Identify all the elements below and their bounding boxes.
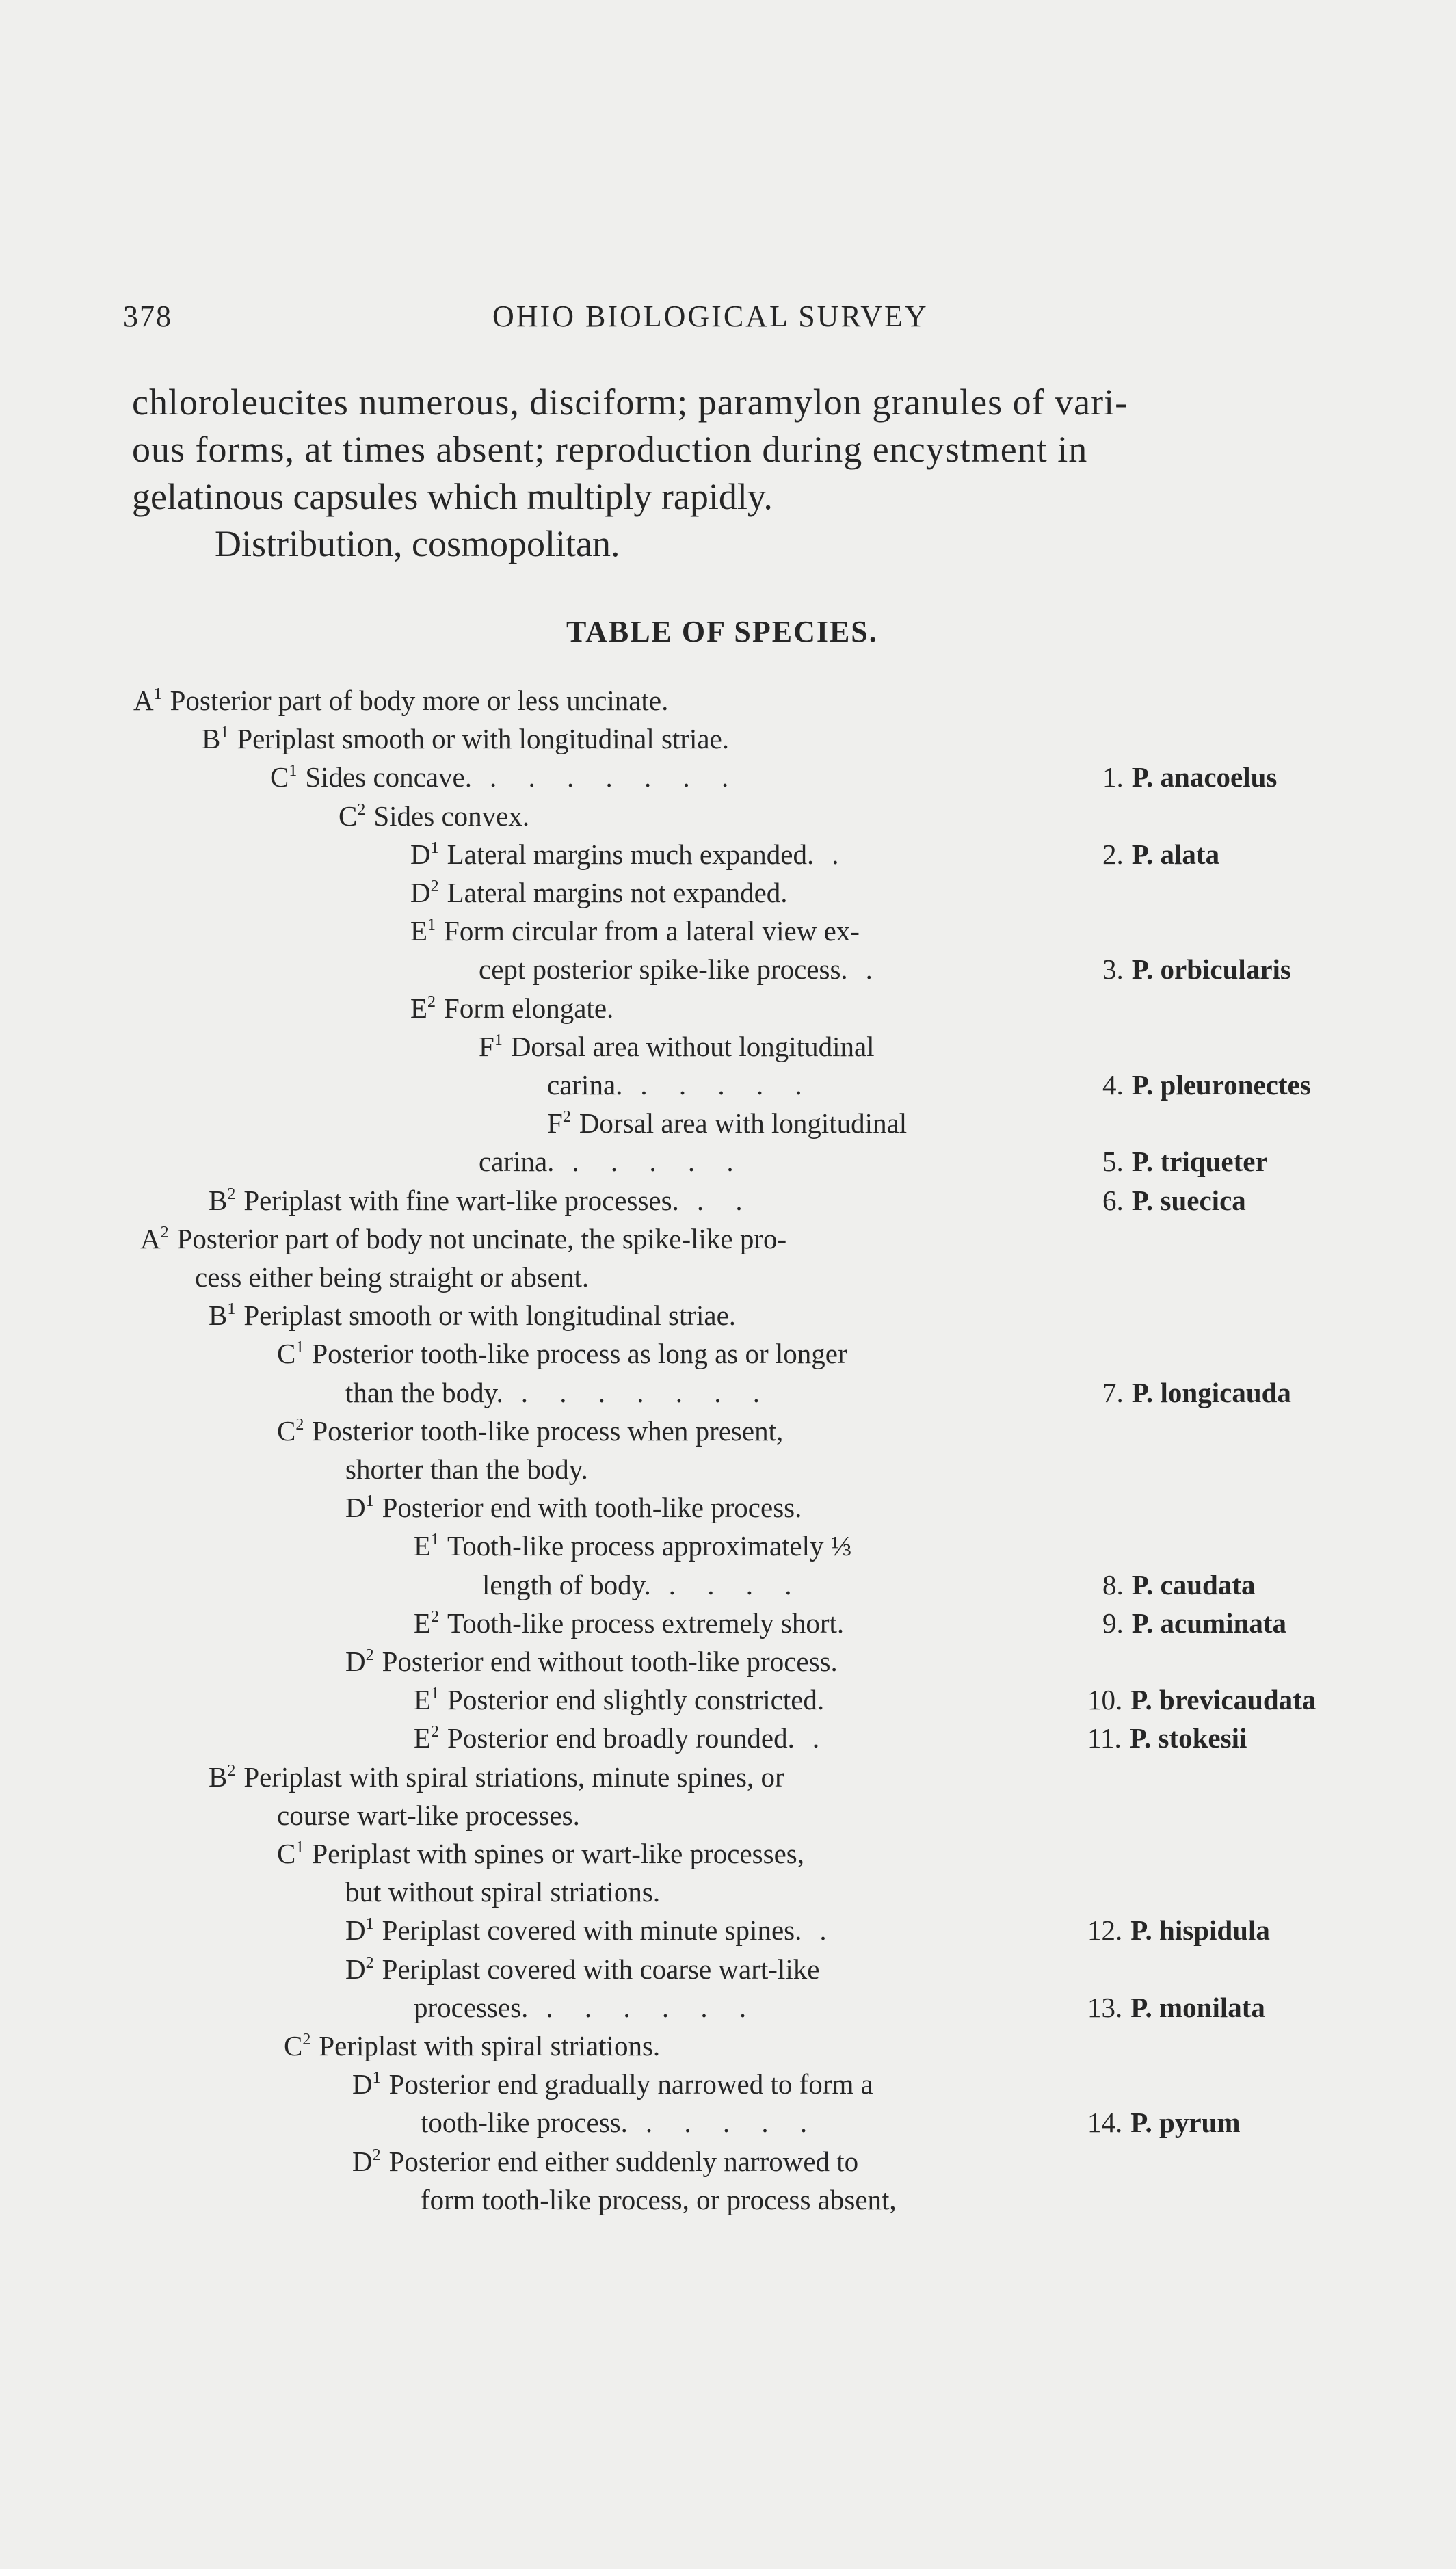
key-text: Form circular from a lateral view ex- <box>444 915 860 947</box>
key-text: Form elongate. <box>444 992 614 1024</box>
key-code-letter: D <box>345 1953 366 1985</box>
key-code-letter: D <box>410 877 431 908</box>
key-code <box>133 684 162 717</box>
key-code <box>345 1914 374 1947</box>
key-text: form tooth-like process, or process absent, <box>421 2184 897 2215</box>
key-code <box>414 1529 439 1562</box>
key-text: shorter than the body. <box>345 1453 588 1485</box>
key-code-index: 1 <box>289 762 297 780</box>
key-row <box>277 1837 804 1875</box>
key-code-letter: E <box>414 1530 432 1562</box>
key-text: cept posterior spike-like process. <box>479 953 848 985</box>
key-text: Posterior part of body not uncinate, the spike-like pro- <box>176 1223 787 1254</box>
key-code-index: 1 <box>372 2069 381 2087</box>
key-text: Tooth-like process extremely short. <box>447 1607 845 1639</box>
key-row <box>209 1184 755 1222</box>
key-row <box>547 1068 815 1107</box>
key-row <box>482 1568 804 1607</box>
key-code-index: 2 <box>431 1608 440 1626</box>
species-entry <box>1102 953 1291 991</box>
key-row <box>140 1222 786 1261</box>
key-row <box>479 1030 875 1068</box>
body-text-line: Distribution, cosmopolitan. <box>215 523 620 564</box>
species-number: 13. <box>1087 1992 1123 2023</box>
key-row <box>421 2106 819 2144</box>
key-code <box>414 1722 439 1754</box>
key-row <box>202 722 729 761</box>
species-number: 14. <box>1087 2107 1123 2138</box>
body-text-line: chloroleucites numerous, disciform; paramylon granules of vari- <box>132 382 1128 423</box>
key-code <box>345 1953 374 1986</box>
key-code-letter: A <box>140 1223 161 1254</box>
key-code <box>352 2145 381 2178</box>
key-code <box>410 914 436 947</box>
key-row <box>195 1261 589 1299</box>
key-code <box>140 1222 169 1255</box>
leader-dots: . <box>819 1914 839 1946</box>
key-text: than the body. <box>345 1377 503 1408</box>
key-text: Sides convex. <box>373 800 530 832</box>
key-text: course wart-like processes. <box>277 1800 580 1831</box>
key-code <box>345 1491 374 1524</box>
key-code-index: 2 <box>372 2146 381 2164</box>
key-row <box>277 1799 580 1837</box>
key-code <box>202 722 228 755</box>
species-entry <box>1102 1068 1311 1107</box>
species-number: 7. <box>1102 1377 1124 1408</box>
species-number: 10. <box>1087 1684 1123 1715</box>
key-code-index: 1 <box>365 1492 374 1510</box>
species-name: P. hispidula <box>1130 1914 1270 1946</box>
key-code-letter: B <box>209 1185 228 1216</box>
key-row <box>345 1645 838 1683</box>
species-entry <box>1102 1184 1246 1222</box>
key-code <box>352 2068 381 2100</box>
running-title: OHIO BIOLOGICAL SURVEY <box>492 300 929 333</box>
leader-dots: . . . . . . <box>546 1992 759 2023</box>
key-row <box>410 876 788 914</box>
key-code-index: 1 <box>227 1300 236 1318</box>
leader-dots: . . . . . <box>640 1069 815 1101</box>
leader-dots: . <box>865 953 885 985</box>
key-row <box>414 1722 832 1760</box>
key-row <box>277 1414 783 1453</box>
key-code <box>410 876 439 909</box>
species-number: 11. <box>1087 1722 1122 1754</box>
key-code-index: 2 <box>430 878 439 895</box>
key-text: Lateral margins much expanded. <box>447 839 815 870</box>
species-name: P. pleuronectes <box>1131 1069 1311 1101</box>
key-code <box>277 1837 304 1870</box>
key-code <box>547 1107 571 1139</box>
running-header <box>123 299 1012 340</box>
species-name: P. anacoelus <box>1131 761 1278 793</box>
key-code-index: 2 <box>431 1723 440 1741</box>
table-title: TABLE OF SPECIES. <box>566 615 878 648</box>
key-text: Posterior end without tooth-like process. <box>382 1646 838 1677</box>
key-row <box>270 761 741 799</box>
key-code-letter: D <box>352 2146 373 2177</box>
body-text-line: ous forms, at times absent; reproduction during encystment in <box>132 429 1088 470</box>
species-entry <box>1102 1376 1291 1414</box>
key-code-letter: B <box>202 723 221 754</box>
key-text: Posterior tooth-like process as long as or longer <box>312 1338 847 1369</box>
key-code-index: 1 <box>431 1531 440 1549</box>
body-text-line: gelatinous capsules which multiply rapidly. <box>132 476 773 517</box>
key-row <box>410 914 860 953</box>
key-code <box>277 1337 304 1370</box>
key-text: processes. <box>414 1992 529 2023</box>
key-code <box>339 800 365 832</box>
key-code-index: 2 <box>357 801 366 819</box>
species-name: P. triqueter <box>1131 1146 1268 1177</box>
species-number: 5. <box>1102 1146 1124 1177</box>
key-row <box>209 1761 784 1799</box>
species-number: 9. <box>1102 1607 1124 1639</box>
key-row <box>345 1453 588 1491</box>
species-entry <box>1087 1914 1270 1952</box>
key-row <box>352 2145 858 2183</box>
leader-dots: . . . . . . . <box>490 761 741 793</box>
leader-dots: . . . . . <box>645 2107 820 2138</box>
key-code-index: 1 <box>220 724 229 741</box>
key-text: Periplast smooth or with longitudinal striae. <box>243 1300 737 1331</box>
key-code-letter: D <box>345 1646 366 1677</box>
key-code-index: 2 <box>427 993 436 1011</box>
key-row <box>345 1491 802 1529</box>
key-code-letter: D <box>410 839 431 870</box>
key-row <box>345 1376 772 1414</box>
key-row <box>414 1991 758 2029</box>
key-code-index: 2 <box>562 1108 571 1126</box>
key-code-index: 1 <box>427 916 436 934</box>
key-row <box>277 1337 847 1375</box>
species-entry <box>1102 761 1277 799</box>
species-name: P. brevicaudata <box>1130 1684 1316 1715</box>
key-text: Posterior end with tooth-like process. <box>382 1492 802 1523</box>
key-row <box>345 1953 819 1991</box>
key-text: length of body. <box>482 1569 651 1600</box>
key-row <box>345 1914 839 1952</box>
key-code-letter: C <box>284 2030 303 2061</box>
key-code-letter: E <box>410 915 428 947</box>
key-row <box>352 2068 873 2106</box>
key-row <box>547 1107 907 1145</box>
key-text: cess either being straight or absent. <box>195 1261 590 1293</box>
species-name: P. orbicularis <box>1131 953 1291 985</box>
key-code-letter: D <box>352 2068 373 2100</box>
key-code-index: 1 <box>365 1915 374 1933</box>
page-number: 378 <box>123 300 172 333</box>
key-row <box>133 684 668 722</box>
key-text: Lateral margins not expanded. <box>447 877 788 908</box>
species-name: P. pyrum <box>1130 2107 1241 2138</box>
key-text: Posterior tooth-like process when present, <box>312 1415 784 1447</box>
key-code <box>410 838 439 871</box>
key-row <box>209 1299 736 1337</box>
species-entry <box>1087 1722 1247 1760</box>
key-code-letter: C <box>270 761 289 793</box>
key-code-letter: D <box>345 1492 366 1523</box>
species-name: P. acuminata <box>1131 1607 1287 1639</box>
species-entry <box>1102 838 1219 876</box>
leader-dots: . . . . . . . <box>520 1377 773 1408</box>
key-code-index: 1 <box>494 1031 503 1049</box>
key-code <box>209 1761 235 1793</box>
key-code-index: 2 <box>295 1416 304 1434</box>
key-code <box>209 1299 235 1332</box>
key-code-letter: E <box>414 1722 432 1754</box>
key-text: Periplast covered with minute spines. <box>382 1914 802 1946</box>
species-number: 4. <box>1102 1069 1124 1101</box>
species-entry <box>1087 2106 1241 2144</box>
key-text: Posterior end broadly rounded. <box>447 1722 795 1754</box>
key-row <box>410 838 851 876</box>
key-code <box>410 992 436 1025</box>
key-code <box>414 1607 439 1639</box>
species-number: 3. <box>1102 953 1124 985</box>
key-text: Dorsal area with longitudinal <box>579 1107 908 1139</box>
key-code <box>414 1683 439 1716</box>
species-entry <box>1102 1607 1286 1645</box>
species-name: P. caudata <box>1131 1569 1256 1600</box>
key-code-letter: F <box>479 1031 494 1062</box>
key-row <box>345 1875 660 1914</box>
species-name: P. alata <box>1131 839 1220 870</box>
key-code-index: 2 <box>302 2031 311 2048</box>
leader-dots: . . <box>696 1185 755 1216</box>
key-code-index: 2 <box>365 1954 374 1972</box>
species-name: P. suecica <box>1131 1185 1246 1216</box>
key-code <box>479 1030 503 1063</box>
key-row <box>421 2183 897 2222</box>
key-code-letter: E <box>410 992 428 1024</box>
species-number: 12. <box>1087 1914 1123 1946</box>
key-text: Tooth-like process approximately ⅓ <box>447 1530 852 1562</box>
key-code-index: 1 <box>153 685 162 703</box>
key-code-letter: C <box>277 1838 296 1869</box>
key-text: Posterior end slightly constricted. <box>447 1684 825 1715</box>
species-name: P. longicauda <box>1131 1377 1291 1408</box>
species-name: P. monilata <box>1130 1992 1265 2023</box>
key-text: Periplast with spines or wart-like processes, <box>312 1838 804 1869</box>
key-code-index: 2 <box>227 1185 236 1203</box>
species-entry <box>1087 1683 1316 1722</box>
key-code <box>345 1645 374 1678</box>
key-row <box>284 2029 660 2068</box>
key-code <box>284 2029 310 2062</box>
species-name: P. stokesii <box>1129 1722 1247 1754</box>
key-row <box>414 1607 844 1645</box>
key-code-letter: C <box>339 800 358 832</box>
key-code-letter: D <box>345 1914 366 1946</box>
key-text: Posterior end either suddenly narrowed to <box>388 2146 859 2177</box>
key-code-letter: F <box>547 1107 563 1139</box>
key-code <box>209 1184 235 1217</box>
key-row <box>414 1529 852 1568</box>
key-text: Periplast covered with coarse wart-like <box>382 1953 820 1985</box>
key-row <box>339 800 529 838</box>
species-number: 6. <box>1102 1185 1124 1216</box>
leader-dots: . <box>832 839 851 870</box>
key-row <box>410 992 613 1030</box>
key-code-letter: E <box>414 1607 432 1639</box>
key-text: Sides concave. <box>305 761 472 793</box>
key-code-letter: A <box>133 685 154 716</box>
species-entry <box>1102 1568 1256 1607</box>
key-code-letter: B <box>209 1761 228 1793</box>
key-row <box>414 1683 824 1722</box>
key-text: but without spiral striations. <box>345 1876 661 1908</box>
key-code-letter: C <box>277 1338 296 1369</box>
leader-dots: . . . . . <box>572 1146 746 1177</box>
key-text: Posterior end gradually narrowed to form a <box>388 2068 873 2100</box>
species-number: 1. <box>1102 761 1124 793</box>
species-number: 8. <box>1102 1569 1124 1600</box>
key-row <box>479 953 885 991</box>
key-text: Periplast with fine wart-like processes. <box>243 1185 679 1216</box>
key-text: carina. <box>479 1146 555 1177</box>
species-entry <box>1102 1145 1268 1183</box>
key-code <box>270 761 297 793</box>
key-code-index: 2 <box>160 1224 169 1241</box>
key-code-letter: B <box>209 1300 228 1331</box>
key-code <box>277 1414 304 1447</box>
leader-dots: . <box>812 1722 832 1754</box>
key-code-index: 1 <box>431 1685 440 1702</box>
key-code-letter: C <box>277 1415 296 1447</box>
key-code-index: 1 <box>295 1839 304 1856</box>
species-entry <box>1087 1991 1265 2029</box>
key-text: Posterior part of body more or less uncinate. <box>170 685 669 716</box>
key-code-index: 2 <box>227 1762 236 1780</box>
key-text: tooth-like process. <box>421 2107 628 2138</box>
key-text: carina. <box>547 1069 623 1101</box>
key-text: Periplast smooth or with longitudinal striae. <box>237 723 730 754</box>
key-text: Periplast with spiral striations. <box>319 2030 661 2061</box>
key-code-letter: E <box>414 1684 432 1715</box>
key-code-index: 1 <box>430 839 439 857</box>
key-row <box>479 1145 746 1183</box>
key-code-index: 1 <box>295 1339 304 1356</box>
leader-dots: . . . . <box>668 1569 804 1600</box>
key-text: Dorsal area without longitudinal <box>510 1031 875 1062</box>
key-code-index: 2 <box>365 1646 374 1664</box>
species-number: 2. <box>1102 839 1124 870</box>
key-text: Periplast with spiral striations, minute spines, or <box>243 1761 784 1793</box>
